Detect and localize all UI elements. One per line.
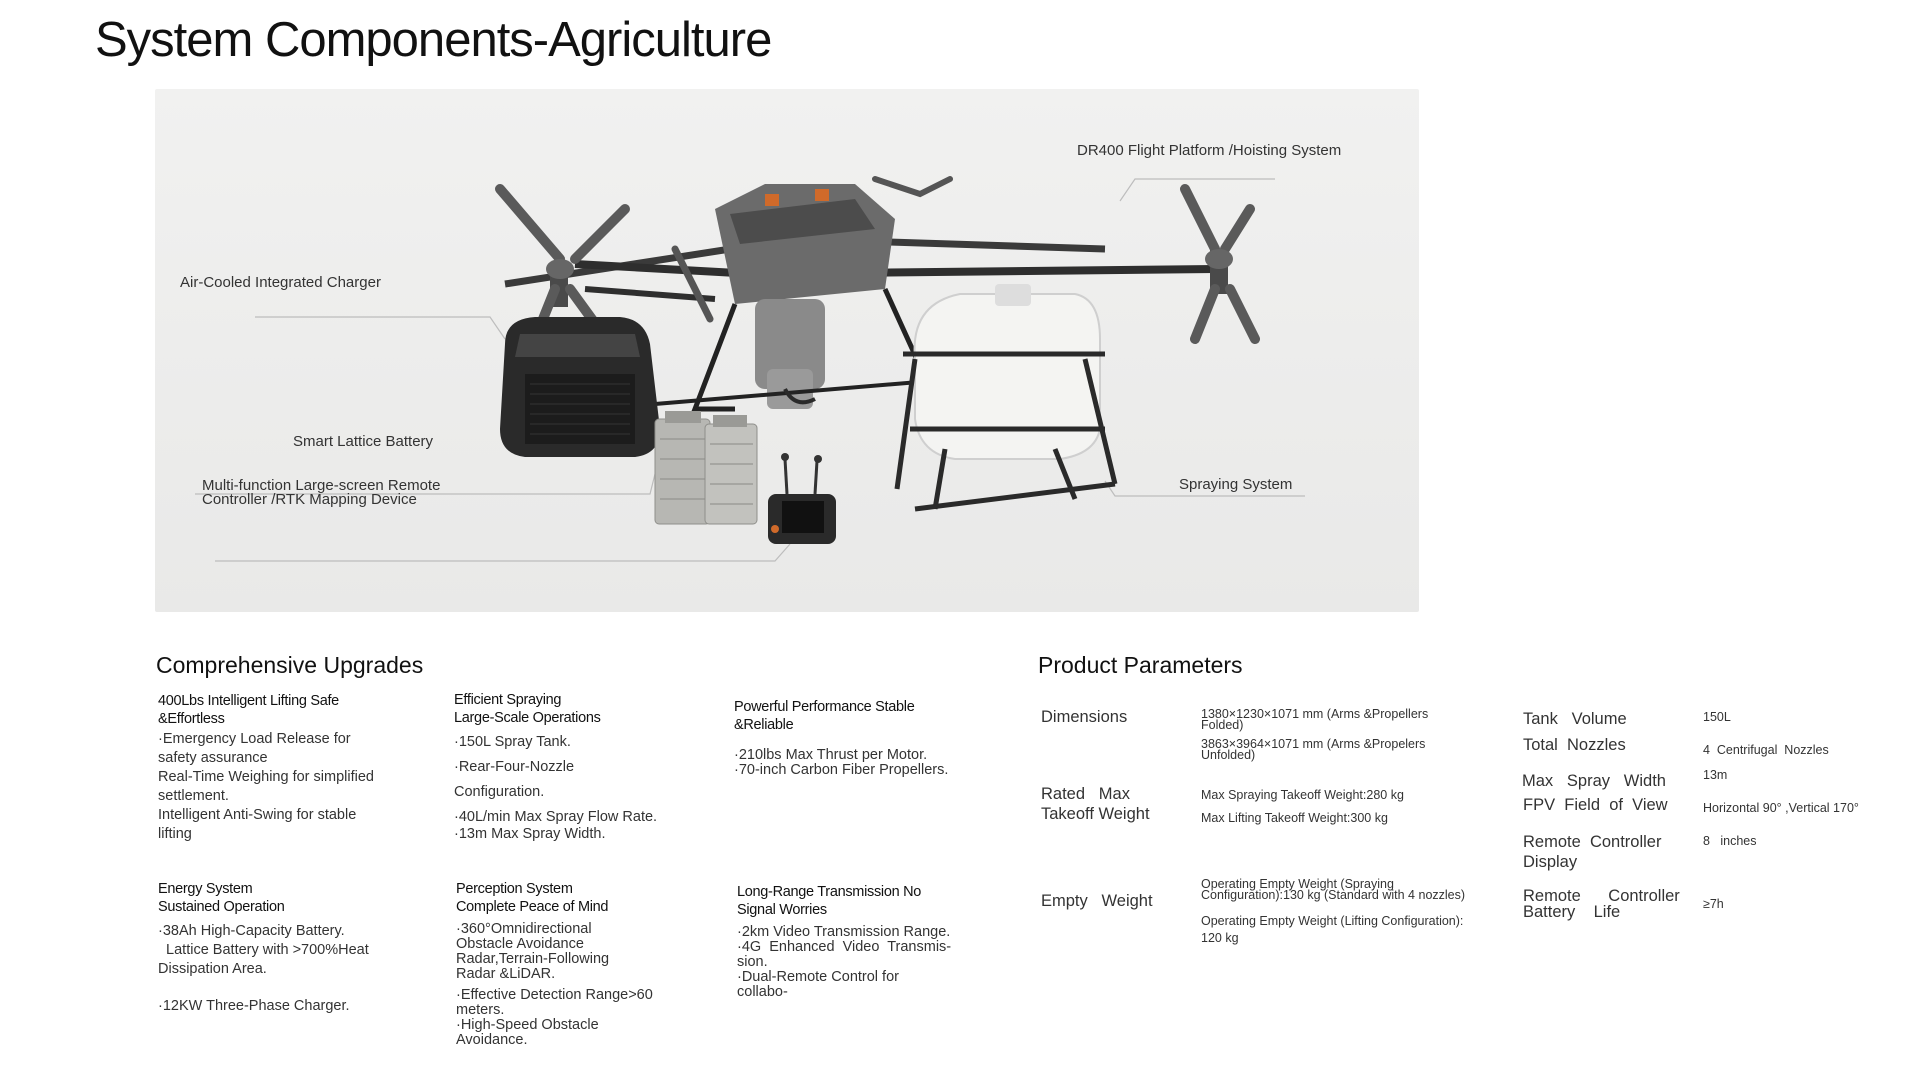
callout-spraying-system: Spraying System [1179,476,1293,493]
callout-remote-line-2: Controller /RTK Mapping Device [202,491,417,508]
feature-heading: Energy System Sustained Operation [158,881,285,915]
param-label-tank-volume: Tank Volume [1523,710,1627,728]
param-label-rated-max-takeoff-weight: Rated Max Takeoff Weight [1041,785,1150,823]
param-label-fpv-field-of-view: FPV Field of View [1523,796,1668,814]
param-value-max-spray-width: 13m [1703,768,1728,782]
callout-remote-controller [202,479,462,507]
page-title: System Components-Agriculture [95,13,772,67]
feature-heading: Powerful Performance Stable &Reliable [734,699,915,733]
param-label-total-nozzles: Total Nozzles [1523,736,1626,754]
param-value-rated-max-takeoff-weight: Max Spraying Takeoff Weight:280 kg Max Lifting Takeoff Weight:300 kg [1201,788,1404,825]
callout-remote-line-1: Multi-function Large-screen Remote [202,477,441,494]
feature-spraying: Efficient Spraying Large-Scale Operations ·150L Spray Tank. ·Rear-Four-Nozzle Configuration. ·40L/min Max Spray Flow Rate. ·13m Max Spray Width. [454,691,709,842]
callout-flight-platform: DR400 Flight Platform /Hoisting System [1077,142,1342,159]
parameters-section-title: Product Parameters [1038,652,1243,678]
feature-perception: Perception System Complete Peace of Mind ·360°Omnidirectional Obstacle Avoidance Radar,Terrain-Following Radar &LiDAR. ·Effective Detection Range>60 meters. ·High-Speed Obstacle Avoidance. [456,880,711,1048]
param-label-max-spray-width: Max Spray Width [1522,772,1666,790]
param-value-dimensions: 1380×1230×1071 mm (Arms &Propellers Folded) 3863×3964×1071 mm (Arms &Propelers Unfolded) [1201,707,1429,762]
remote-controller [768,453,836,544]
callout-battery: Smart Lattice Battery [293,433,434,450]
feature-heading: Long-Range Transmission No Signal Worries [737,884,922,918]
callout-charger: Air-Cooled Integrated Charger [180,274,381,291]
param-value-fpv-field-of-view: Horizontal 90° ,Vertical 170° [1703,801,1859,815]
feature-heading: Perception System Complete Peace of Mind [456,881,609,915]
feature-heading: 400Lbs Intelligent Lifting Safe &Effortless [158,693,339,727]
smart-lattice-batteries [655,411,757,524]
feature-heading: Efficient Spraying Large-Scale Operations [454,692,601,726]
upgrades-section-title: Comprehensive Upgrades [156,652,424,678]
param-value-total-nozzles: 4 Centrifugal Nozzles [1703,743,1829,757]
drone-system-illustration [155,89,1419,612]
param-label-remote-controller-display: Remote Controller Display [1523,833,1662,871]
param-value-tank-volume: 150L [1703,710,1731,724]
feature-transmission: Long-Range Transmission No Signal Worries ·2km Video Transmission Range. ·4G Enhanced Video Transmis- sion. ·Dual-Remote Control for collabo- [737,883,992,1000]
param-value-empty-weight: Operating Empty Weight (Spraying Configuration):130 kg (Standard with 4 nozzles) Operating Empty Weight (Lifting Configuration): 120 kg [1201,877,1466,945]
product-hero-image [155,89,1419,612]
feature-energy: Energy System Sustained Operation ·38Ah High-Capacity Battery. Lattice Battery with >700%Heat Dissipation Area. ·12KW Three-Phase Charger. [158,880,413,1016]
param-label-remote-controller-battery-life: Remote Controller Battery Life [1523,887,1680,921]
air-cooled-charger [500,317,660,457]
feature-lifting: 400Lbs Intelligent Lifting Safe &Effortless ·Emergency Load Release for safety assurance Real-Time Weighing for simplified settlement. Intelligent Anti-Swing for stable lifting [158,692,413,844]
param-value-remote-controller-battery-life: ≥7h [1703,897,1724,911]
param-label-dimensions: Dimensions [1041,708,1128,726]
param-label-empty-weight: Empty Weight [1041,892,1153,910]
spraying-system [785,284,1115,509]
param-value-remote-controller-display: 8 inches [1703,834,1757,848]
feature-performance: Powerful Performance Stable &Reliable ·210lbs Max Thrust per Motor. ·70-inch Carbon Fiber Propellers. [734,698,989,778]
